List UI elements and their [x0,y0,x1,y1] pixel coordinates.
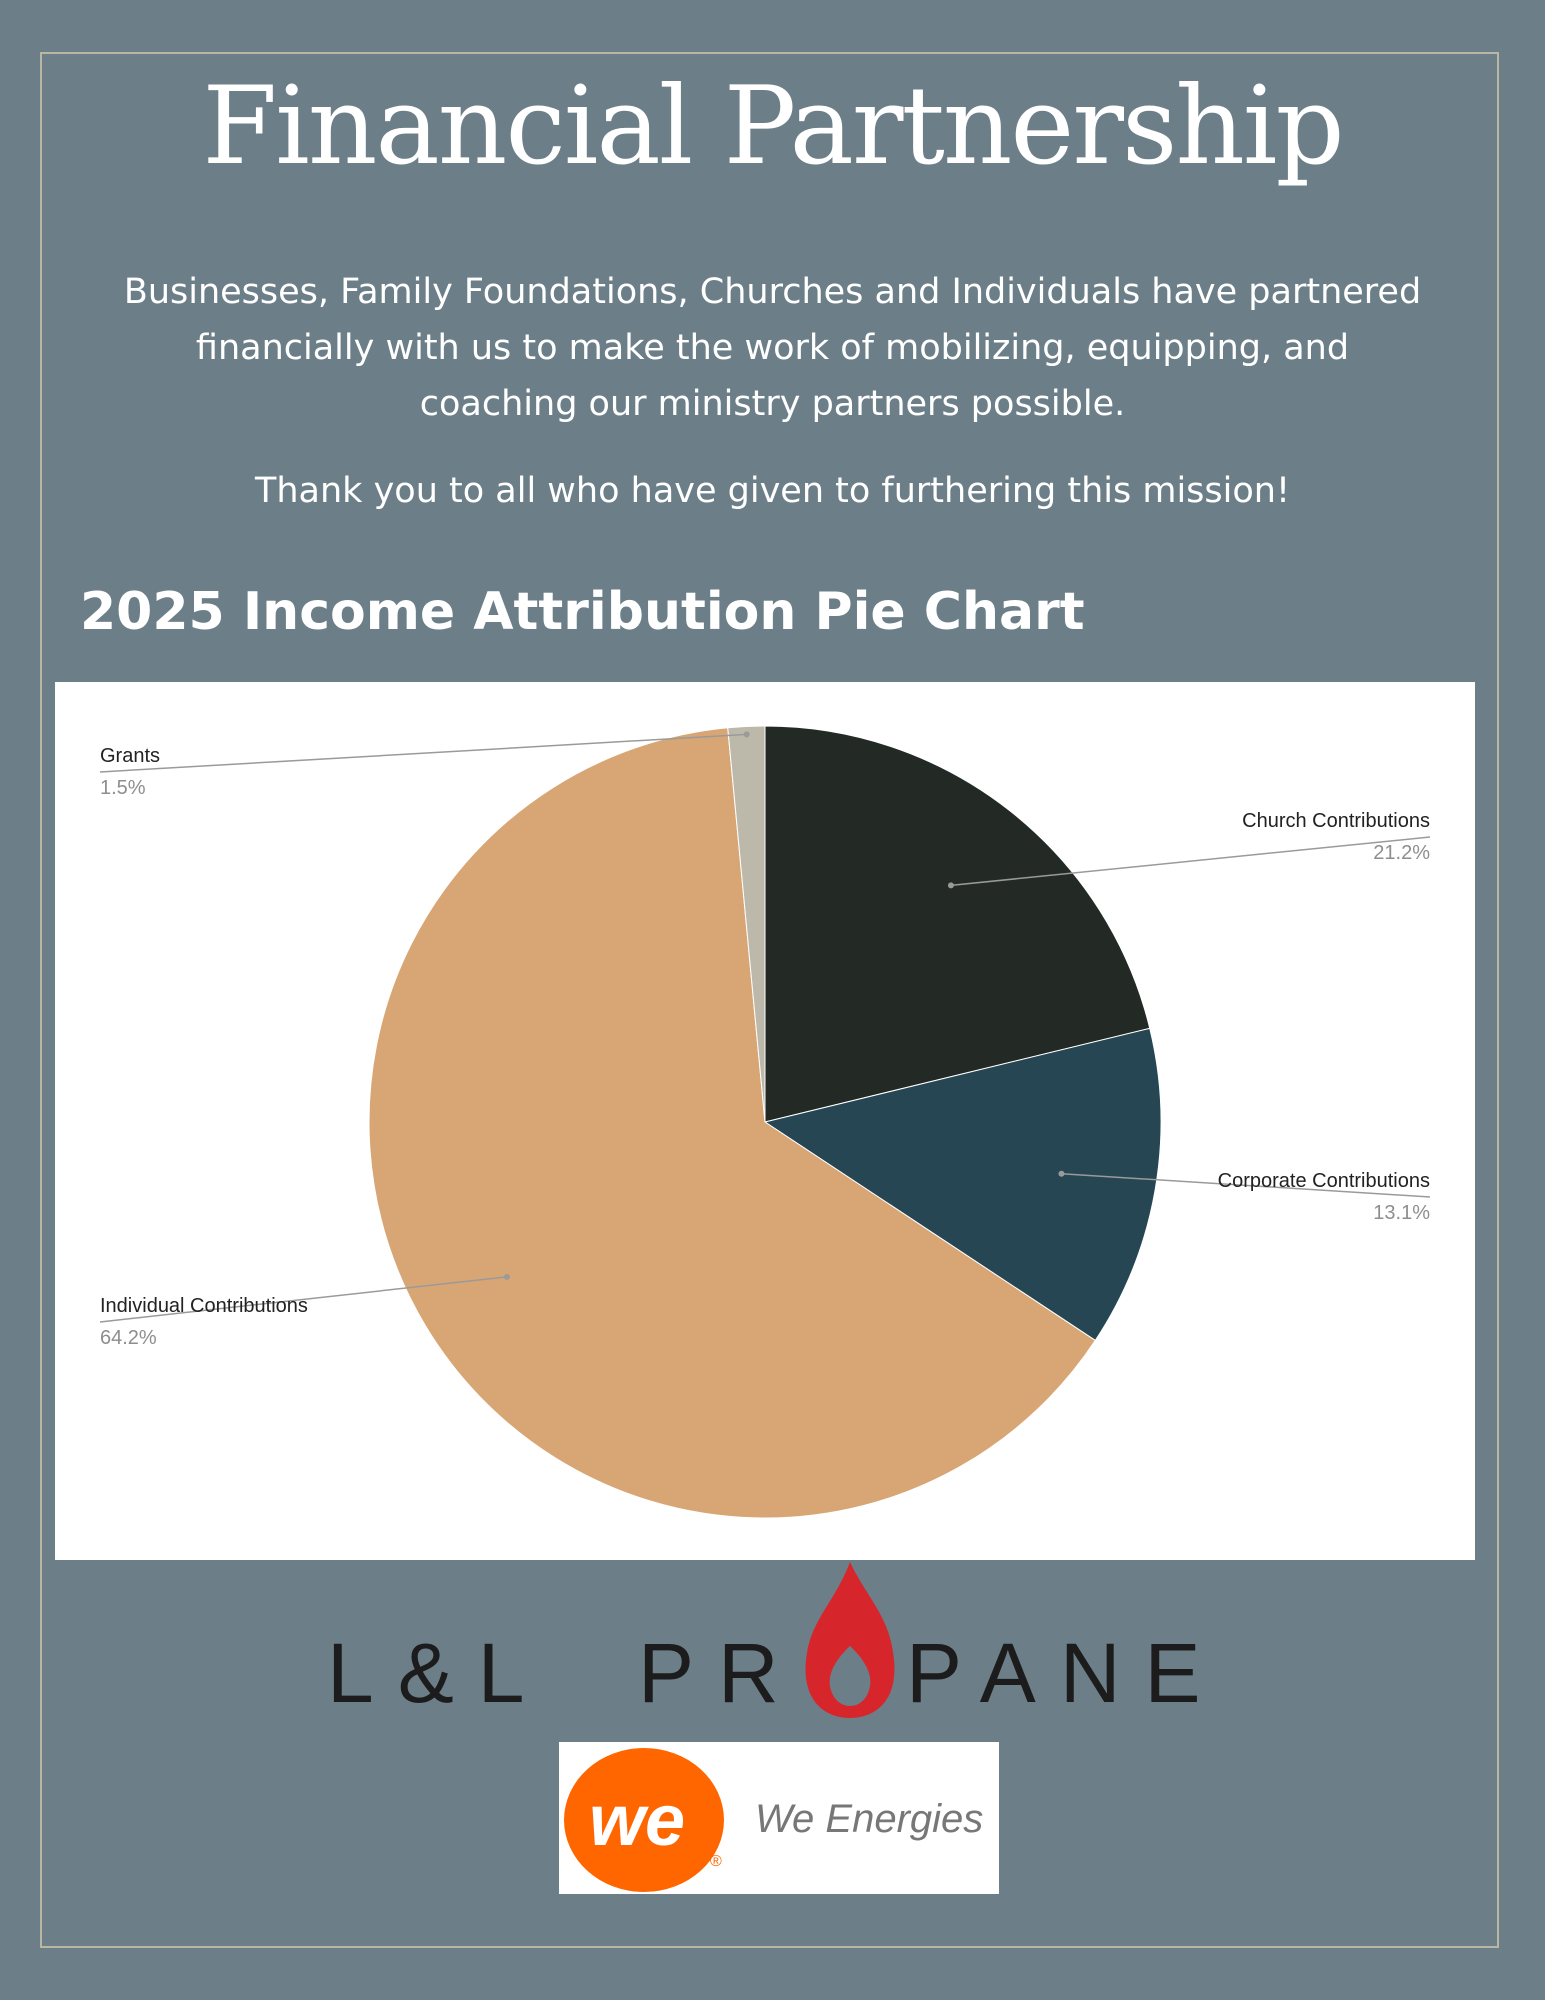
slice-label-corporate-contributions: Corporate Contributions [1217,1170,1430,1192]
ll-propane-text-right-b: PANE [906,1626,1225,1720]
leader-dot-individual-contributions [504,1274,510,1280]
slice-label-individual-contributions: Individual Contributions [100,1295,308,1317]
we-energies-name: We Energies [755,1797,984,1841]
intro-line-2: financially with us to make the work of mobilizing, equipping, and [195,328,1350,368]
sponsor-logos [0,1560,1545,1900]
ll-propane-logo [320,1560,1240,1720]
intro-line-1: Businesses, Family Foundations, Churches and Individuals have partnered [123,272,1422,312]
slice-value-church-contributions: 21.2% [1373,842,1430,864]
page-title: Financial Partnership [202,64,1343,189]
chart-title: 2025 Income Attribution Pie Chart [80,582,1085,642]
we-energies-logo [559,1742,999,1894]
pie-chart [55,682,1475,1560]
slice-value-grants: 1.5% [100,777,146,799]
pie-chart-panel [55,682,1475,1560]
slice-label-church-contributions: Church Contributions [1242,810,1430,832]
intro-line-3: coaching our ministry partners possible. [419,384,1126,424]
slice-value-individual-contributions: 64.2% [100,1327,157,1349]
ll-propane-text-right-a: PR [638,1626,803,1720]
leader-dot-church-contributions [948,882,954,888]
leader-dot-grants [744,731,750,737]
we-energies-registered-mark: ® [710,1853,722,1870]
intro-paragraph [80,264,1465,432]
thank-you-text: Thank you to all who have given to furthering this mission! [254,471,1290,511]
slice-value-corporate-contributions: 13.1% [1373,1202,1430,1224]
flame-o-icon [806,1562,895,1718]
slice-label-grants: Grants [100,745,161,767]
ll-propane-text-left: L&L [327,1626,549,1720]
leader-dot-corporate-contributions [1058,1171,1064,1177]
we-energies-mark-text: we [588,1781,686,1861]
